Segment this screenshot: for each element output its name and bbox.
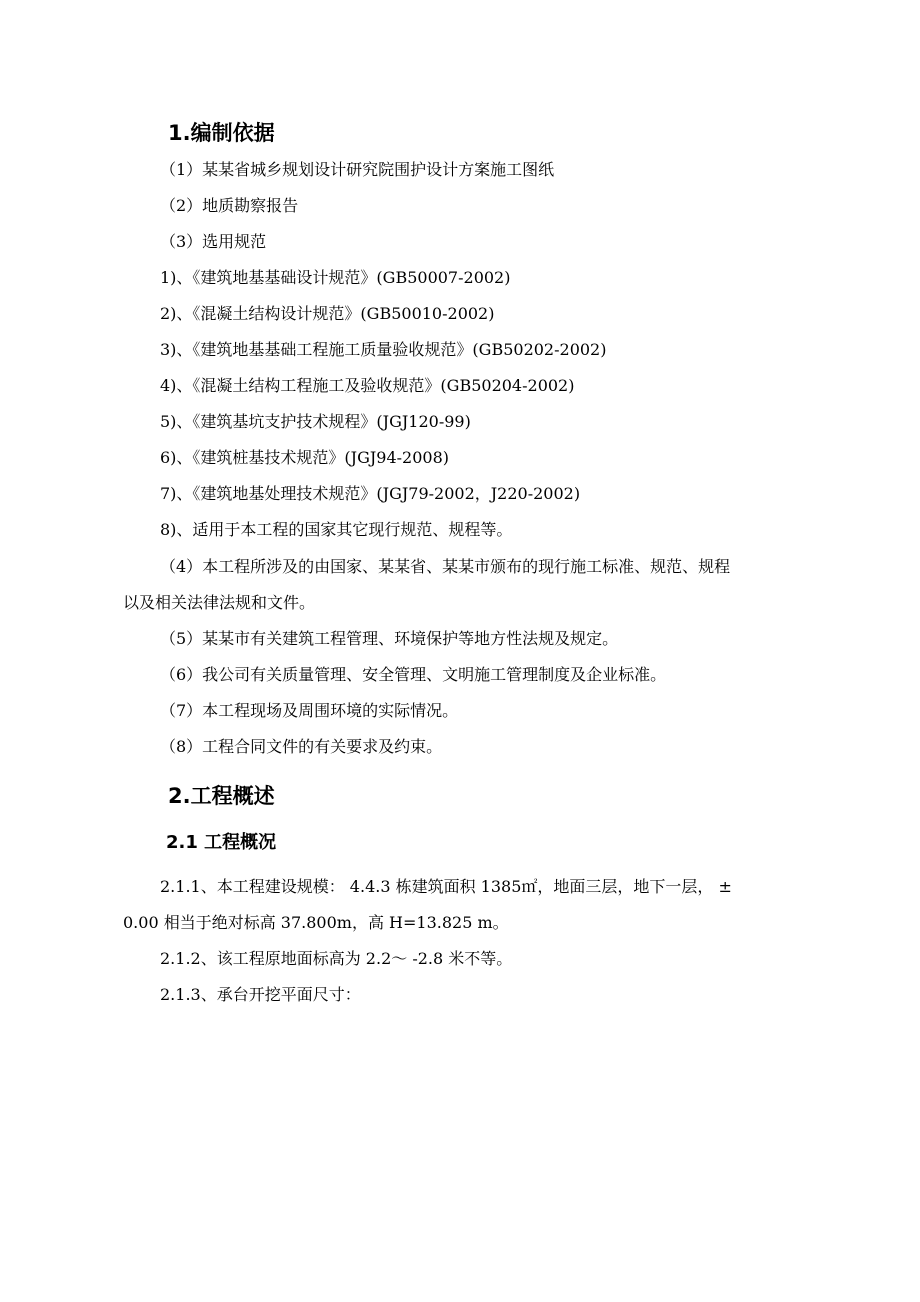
basis-item-5: （5）某某市有关建筑工程管理、环境保护等地方性法规及规定。 [160,629,619,648]
standard-item-2: 2)、《混凝土结构设计规范》(GB50010-2002) [160,304,495,323]
basis-item-4: （4）本工程所涉及的由国家、某某省、某某市颁布的现行施工标准、规范、规程 [160,557,731,576]
subsection-heading-general: 2.1 工程概况 [166,832,277,853]
basis-item-6: （6）我公司有关质量管理、安全管理、文明施工管理制度及企业标准。 [160,665,667,684]
standard-item-5: 5)、《建筑基坑支护技术规程》(JGJ120-99) [160,412,471,431]
standard-item-4: 4)、《混凝土结构工程施工及验收规范》(GB50204-2002) [160,376,575,395]
basis-item-2: （2）地质勘察报告 [160,196,299,215]
basis-item-8: （8）工程合同文件的有关要求及约束。 [160,737,443,756]
overview-item-1-continued: 0.00 相当于绝对标高 37.800m，高 H=13.825 m。 [123,913,509,932]
basis-item-7: （7）本工程现场及周围环境的实际情况。 [160,701,459,720]
section-heading-overview: 2.工程概述 [168,784,275,808]
basis-item-4-continued: 以及相关法律法规和文件。 [123,593,316,612]
basis-item-3: （3）选用规范 [160,232,267,251]
section-heading-basis: 1.编制依据 [168,121,275,145]
standard-item-7: 7)、《建筑地基处理技术规范》(JGJ79-2002，J220-2002) [160,484,581,503]
standard-item-1: 1)、《建筑地基基础设计规范》(GB50007-2002) [160,268,511,287]
overview-item-3: 2.1.3、承台开挖平面尺寸： [160,985,361,1004]
standard-item-6: 6)、《建筑桩基技术规范》(JGJ94-2008) [160,448,450,467]
overview-item-2: 2.1.2、该工程原地面标高为 2.2～ -2.8 米不等。 [160,949,513,968]
basis-item-1: （1）某某省城乡规划设计研究院围护设计方案施工图纸 [160,160,555,179]
overview-item-1: 2.1.1、本工程建设规模： 4.4.3 栋建筑面积 1385㎡，地面三层，地下一层， ± [160,877,732,896]
standard-item-8: 8)、适用于本工程的国家其它现行规范、规程等。 [160,520,513,539]
standard-item-3: 3)、《建筑地基基础工程施工质量验收规范》(GB50202-2002) [160,340,607,359]
